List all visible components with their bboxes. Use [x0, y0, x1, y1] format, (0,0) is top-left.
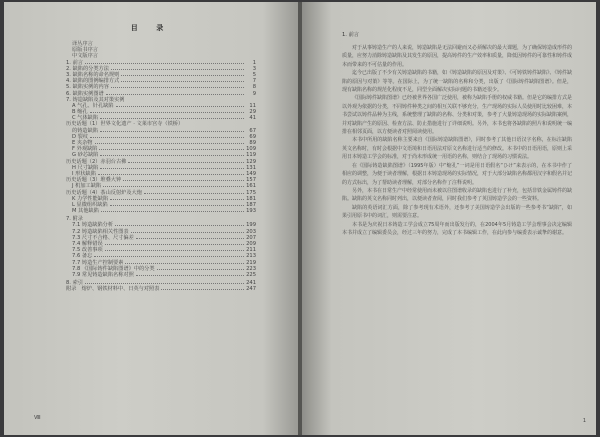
- toc-entry-page: 69: [249, 133, 256, 140]
- left-page-contents: [4, 2, 298, 435]
- toc-leader-dots: [121, 72, 244, 76]
- toc-leader-dots: [110, 196, 244, 200]
- toc-leader-dots: [144, 190, 244, 194]
- toc-entry-title: 附录 熔炉、钢铁材料中、日英与对照表: [66, 286, 160, 293]
- toc-entry-title: 的铸造缺陷: [72, 127, 98, 134]
- toc-entry-title: 6. 缺陷实例图谱: [66, 90, 104, 97]
- toc-entry: [66, 208, 256, 214]
- toc-leader-dots: [100, 128, 244, 132]
- preface-paragraph: 本书中所用的缺陷名称主要来自《国际铸造缺陷图谱》，同时参考了其他日语汉字名称，在标注缺陷英文名称时，有时会根据中文语境和日语用法对原文名称进行适当的修改。本书中的日语用语，原则上采用日本铸造工学会的标准，对于尚未形成统一用语的名称，则结合了现场的习惯说法。: [342, 137, 573, 161]
- toc-entry-page: 89: [249, 140, 256, 146]
- toc-leader-dots: [85, 280, 244, 284]
- toc-entry-title: C 气体缺陷: [72, 115, 99, 122]
- toc-entry-title: J 机加工缺陷: [72, 183, 102, 190]
- toc-entry-title: 历史话题（4）茶山反射炉及大炮: [66, 189, 142, 196]
- toc-entry-title: 4. 缺陷的图例编排方式: [66, 78, 120, 85]
- toc-leader-dots: [100, 152, 244, 156]
- toc-leader-dots: [161, 286, 244, 290]
- toc-entry-title: 7.6 备忘: [72, 253, 93, 260]
- toc-entry-title: 7.8 《国际铸件缺陷图谱》中的分类: [72, 265, 155, 272]
- toc-entry-page: 193: [246, 208, 256, 215]
- toc-entry-title: 7.3 尺寸不合格、尺寸偏差: [72, 234, 134, 241]
- toc-entry-title: 译丛序言: [72, 41, 93, 47]
- toc-leader-dots: [101, 208, 244, 212]
- toc-entry: [66, 272, 256, 278]
- toc-entry-page: 1: [252, 59, 256, 66]
- toc-leader-dots: [100, 115, 244, 119]
- toc-entry-page: 9: [252, 90, 256, 97]
- toc-entry-page: 213: [246, 253, 256, 260]
- toc-entry-title: 7. 附录: [66, 216, 83, 223]
- preface-paragraph: 迄今已出版了不少有关铸造缺陷的书籍，如《铸造缺陷的原因及对策》、《可铸铁铸件缺陷》、《铸件缺陷的原因与对策》等等。在国际上，为了统一缺陷的名称和分类，出版了《国际铸件缺陷图谱》。但是，现有缺陷名称的规范化程度不足，同型全面解决实际问题的书籍还很少。: [342, 70, 573, 94]
- toc-entry-title: 7.1 铸造缺陷分析: [72, 222, 114, 229]
- toc-leader-dots: [100, 165, 244, 169]
- toc-leader-dots: [85, 60, 244, 64]
- preface-paragraph: 另外，本书在日常生产中经常使用而未被以往图谱收录的缺陷也进行了补充，包括非铁金属铸件的缺陷。缺陷的英文名称同时列出，以便读者查阅，同时我们参考了英国铸造学会的一些资料。: [342, 187, 573, 203]
- toc-entry-title: D 裂纹: [72, 133, 89, 140]
- toc-entry-page: 241: [246, 280, 256, 287]
- toc-leader-dots: [136, 272, 244, 276]
- preface-paragraph: 在《国际铸造缺陷图谱》（1995年版）中“缩孔”一词是用日语假名“ひけ”来表示的，在本书中作了相应的调整，为便于读者理解，根据日本铸造现场的实际情况，对于大部分缺陷名称都用汉字和假名并记的方式标出，为了帮助读者理解，对部分名称作了注释说明。: [342, 162, 573, 186]
- toc-entry-page: 203: [246, 228, 256, 235]
- toc-leader-dots: [106, 91, 244, 95]
- toc-entry-page: 67: [249, 127, 256, 134]
- toc-entry-page: 219: [246, 259, 256, 266]
- toc-entry-page: 5: [252, 71, 256, 78]
- toc-leader-dots: [94, 253, 244, 257]
- toc-entry-title: 8. 索引: [66, 280, 83, 287]
- toc-entry-title: L 显微组织缺陷: [72, 201, 108, 208]
- toc-entry-title: 7.4 解释错误: [72, 241, 103, 247]
- contents-title: 目 录: [130, 24, 172, 32]
- toc-leader-dots: [125, 260, 244, 264]
- toc-entry-page: 247: [246, 286, 256, 293]
- toc-entry-page: 209: [246, 241, 256, 247]
- toc-leader-dots: [105, 247, 244, 251]
- toc-entry-title: 5. 缺陷实例的内容: [66, 84, 109, 91]
- toc-leader-dots: [157, 266, 244, 270]
- toc-entry-title: 7.2 铸造缺陷相关性图表: [72, 228, 129, 235]
- toc-entry-title: 2. 缺陷的分类方法: [66, 65, 109, 72]
- toc-leader-dots: [111, 66, 244, 70]
- toc-entry-page: 3: [252, 65, 256, 72]
- toc-entry-page: 225: [246, 271, 256, 278]
- preface-paragraph: 《国际铸件缺陷图谱》已经被世界各国广泛使用，被称为缺陷手册的权威书籍。但是它的编排方式是以外观为依据的分类，不同铸件种类之间的相互关联不够充分，生产现场的实际人员使用时比较困难，本书尝试以铸件品种为主线，系统整理了缺陷的名称、分类和对策，参考了大量铸造现场的实际缺陷案例，并对缺陷产生的原因、检查方法、防止措施进行了详细说明。另外，本书也将各缺陷的照片和说明统一编排在相邻页面，以方便读者对照阅读使用。: [342, 95, 573, 136]
- toc-leader-dots: [116, 103, 244, 107]
- toc-leader-dots: [90, 134, 244, 138]
- toc-entry-page: 8: [252, 84, 256, 91]
- toc-entry-page: 11: [249, 102, 256, 109]
- toc-entry-title: K 力学性能缺陷: [72, 195, 109, 202]
- toc-entry-page: 129: [246, 158, 256, 165]
- toc-entry-page: 207: [246, 234, 256, 241]
- toc-leader-dots: [121, 78, 244, 82]
- toc-entry-title: 7.5 改善事项: [72, 247, 103, 254]
- toc-entry-title: 历史话题（2）赤羽台古佛: [66, 158, 127, 165]
- toc-leader-dots: [103, 183, 244, 187]
- preface-heading: 1. 前言: [342, 32, 359, 38]
- toc-entry-page: 149: [246, 170, 256, 177]
- preface-paragraph: 本书是为庆祝日本铸造工学会成立75周年而出版发行的，在2004年5月铸造工学会理事会决定编辑本书并成立了编辑委员会，经过三年的努力，完成了本书编辑工作，在此向参与编委表示诚挚的谢意。: [342, 221, 572, 236]
- toc-entry-page: 223: [246, 265, 256, 272]
- preface-body: [342, 44, 572, 237]
- toc-entry-page: 175: [246, 189, 256, 196]
- toc-entry-title: 原版书序言: [72, 47, 98, 54]
- toc-entry-page: 157: [246, 177, 256, 184]
- toc-entry-page: 187: [246, 201, 256, 208]
- right-page-preface: [302, 2, 596, 435]
- toc-leader-dots: [99, 146, 244, 150]
- toc-entry-title: 7.9 常见铸造缺陷名称对照: [72, 271, 134, 278]
- toc-entry-page: 119: [246, 152, 256, 159]
- toc-entry: [66, 286, 256, 292]
- toc-leader-dots: [131, 229, 244, 233]
- toc-entry-title: H 尺寸缺陷: [72, 164, 99, 171]
- toc-entry-page: 161: [246, 183, 256, 190]
- toc-entry-title: 7.7 铸造生产控制要素: [72, 259, 124, 266]
- toc-entry-title: 7. 铸造缺陷及其对策实例: [66, 96, 125, 103]
- toc-entry-page: 109: [246, 146, 256, 153]
- toc-entry-title: 1. 前言: [66, 59, 83, 66]
- table-of-contents: [66, 41, 256, 293]
- toc-entry-title: A 气孔、针孔缺陷: [72, 102, 114, 109]
- toc-leader-dots: [115, 222, 244, 226]
- toc-entry-page: 7: [252, 78, 256, 85]
- toc-entry-title: G 砂芯缺陷: [72, 152, 99, 159]
- toc-entry-title: 中文版序言: [72, 53, 98, 60]
- toc-entry-title: 历史话题（1）世界文化遗产 · 文莱市宫寺（铁桥）: [66, 121, 184, 128]
- toc-entry-page: 199: [246, 222, 256, 229]
- toc-entry-page: 41: [249, 115, 256, 122]
- toc-entry-title: B 缩孔: [72, 109, 88, 116]
- toc-entry-title: 3. 缺陷名称的命名规则: [66, 71, 120, 78]
- toc-leader-dots: [128, 159, 244, 163]
- preface-paragraph: 缺陷的英语词汇方面，除了参考现有术语外，还参考了美国铸造学会出版的一些参考书“缺陷”，如果引用原书中的词汇，则需要注意。: [342, 204, 572, 220]
- toc-leader-dots: [111, 84, 244, 88]
- toc-leader-dots: [98, 171, 244, 175]
- toc-entry-page: 131: [246, 164, 256, 171]
- toc-entry-title: I 形状缺陷: [72, 170, 96, 177]
- toc-entry-page: 211: [246, 247, 256, 254]
- toc-entry-title: F 外观缺陷: [72, 146, 98, 153]
- toc-entry-page: 29: [249, 109, 256, 116]
- toc-entry-title: E 夹杂物: [72, 140, 93, 146]
- toc-entry-title: 历史话题（3）堆叠大钟: [66, 177, 122, 184]
- toc-leader-dots: [90, 109, 244, 113]
- open-book-spread: [4, 2, 596, 435]
- toc-leader-dots: [123, 177, 244, 181]
- toc-entry-page: 181: [246, 195, 256, 202]
- toc-entry-title: M 其他缺陷: [72, 208, 99, 215]
- preface-paragraph: 对于从事铸造生产的人来说，铸造缺陷是无法回避而又必须解决的最大课题，为了确保铸造成形件的质量，应努力消除铸造缺陷及其发生的原因，提高铸件的生产效率和质量，降低因铸件的可靠性和铸件成本而带来的不可估量的作用。: [342, 45, 573, 68]
- toc-leader-dots: [136, 235, 244, 239]
- toc-leader-dots: [95, 140, 245, 144]
- toc-leader-dots: [110, 202, 244, 206]
- right-page-number: 1: [582, 418, 586, 424]
- left-page-number: Ⅷ: [34, 415, 41, 421]
- toc-leader-dots: [105, 241, 244, 245]
